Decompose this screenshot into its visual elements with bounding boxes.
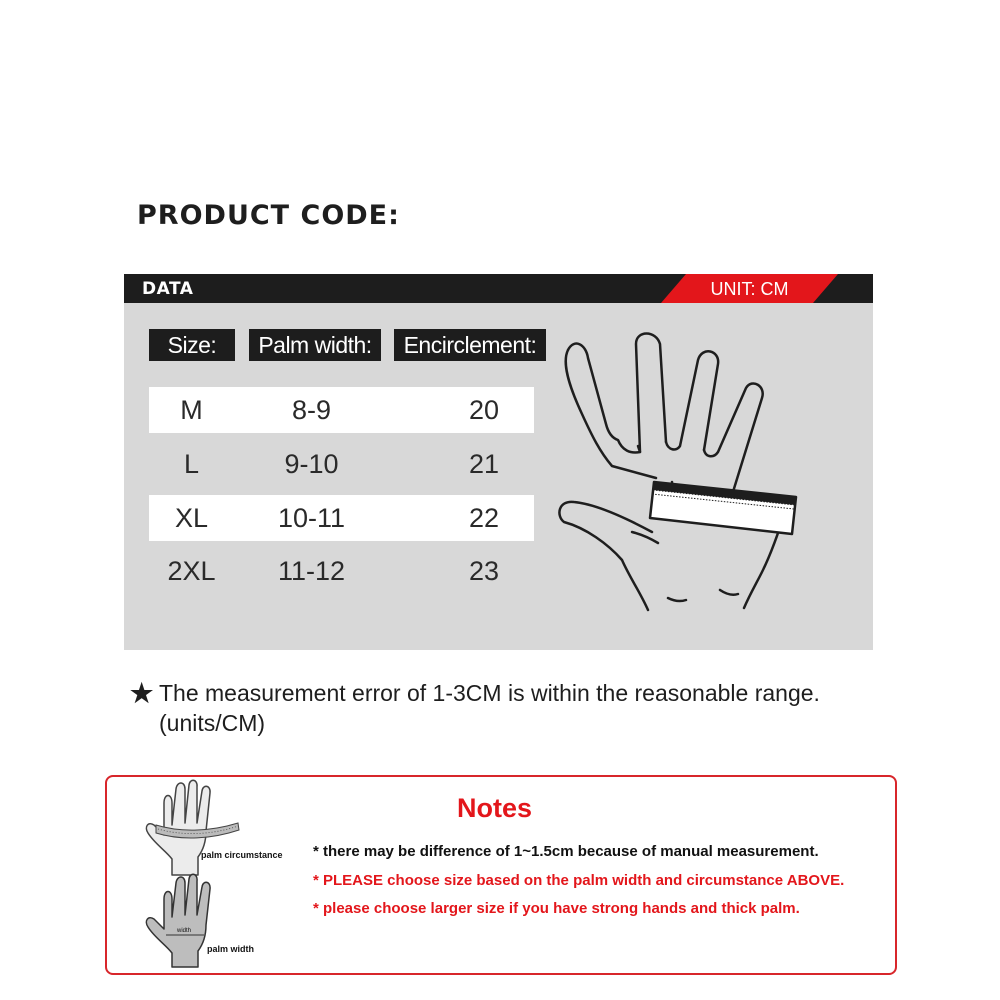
- note-item: * there may be difference of 1~1.5cm because of manual measurement.: [313, 843, 819, 860]
- hand-circumference-icon: [142, 779, 252, 879]
- label-palm-circumference: palm circumstance: [201, 850, 283, 860]
- label-palm-width: palm width: [207, 944, 254, 954]
- header-size: Size:: [149, 329, 235, 361]
- header-palm-width: Palm width:: [249, 329, 381, 361]
- data-label: DATA: [142, 279, 194, 299]
- cell-palm-width: 10-11: [277, 503, 346, 533]
- cell-size: M: [180, 395, 203, 425]
- table-row: [149, 441, 534, 487]
- cell-size: 2XL: [167, 556, 216, 586]
- cell-palm-width: 9-10: [284, 449, 339, 479]
- data-bar: [124, 274, 873, 303]
- cell-encirclement: 20: [468, 395, 500, 425]
- hand-width-icon: [142, 869, 252, 969]
- cell-encirclement: 23: [468, 556, 500, 586]
- hand-measure-icon: [556, 322, 856, 622]
- page-title: PRODUCT CODE:: [137, 200, 400, 231]
- note-item: * please choose larger size if you have strong hands and thick palm.: [313, 900, 800, 917]
- cell-size: XL: [174, 503, 209, 533]
- table-row: [149, 548, 534, 594]
- cell-encirclement: 22: [468, 503, 500, 533]
- cell-encirclement: 21: [468, 449, 500, 479]
- star-icon: ★: [130, 678, 154, 708]
- notes-box: [105, 775, 897, 975]
- size-chart-panel: [124, 274, 873, 650]
- note-item: * PLEASE choose size based on the palm width and circumstance ABOVE.: [313, 872, 845, 889]
- header-encirclement: Encirclement:: [394, 329, 546, 361]
- notes-title: Notes: [457, 793, 533, 823]
- unit-label: UNIT: CM: [710, 279, 789, 299]
- cell-size: L: [183, 449, 200, 479]
- cell-palm-width: 8-9: [291, 395, 332, 425]
- table-row: [149, 387, 534, 433]
- footnote-text: The measurement error of 1-3CM is within the reasonable range. (units/CM): [159, 680, 820, 736]
- table-row: [149, 495, 534, 541]
- cell-palm-width: 11-12: [277, 556, 346, 586]
- label-width-small: width: [177, 928, 192, 934]
